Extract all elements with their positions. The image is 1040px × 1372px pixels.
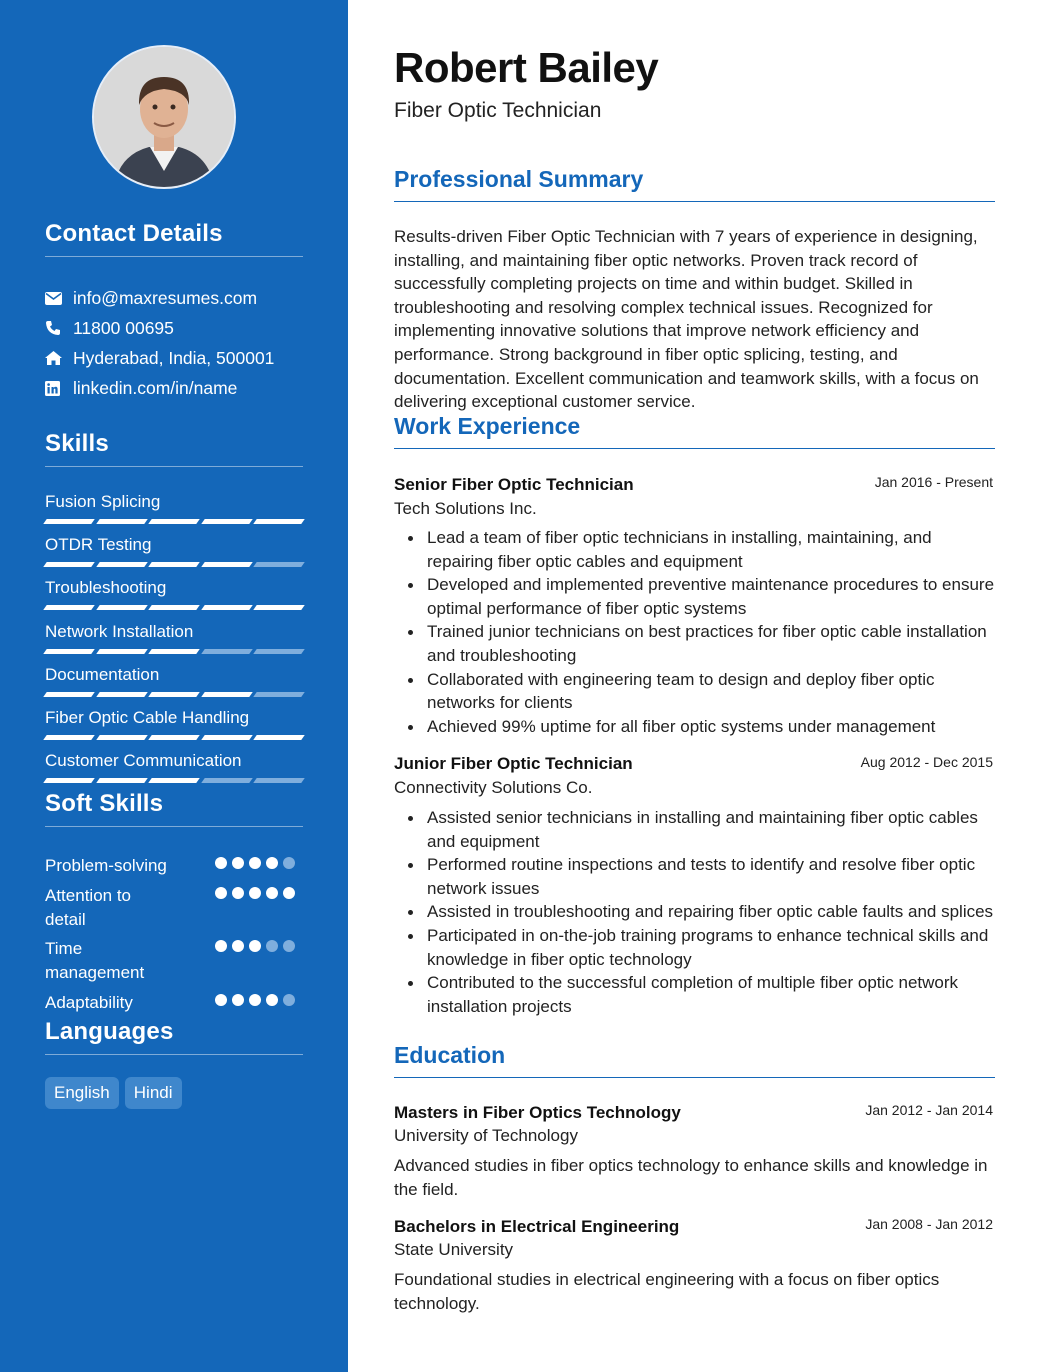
degree-description: Advanced studies in fiber optics technology to enhance skills and knowledge in the field. — [394, 1156, 988, 1199]
rating-dot — [215, 940, 227, 952]
list-item: Trained junior technicians on best practices for fiber optic cable installation and troubleshooting — [394, 620, 995, 667]
skill-level-segment — [254, 735, 305, 740]
contact-phone-text: 11800 00695 — [73, 317, 174, 338]
skill-level-segment — [148, 562, 199, 567]
skill-level-segment — [254, 692, 305, 697]
list-item: Collaborated with engineering team to design and deploy fiber optic networks for clients — [394, 668, 995, 715]
list-item: Assisted senior technicians in installing and maintaining fiber optic cables and equipment — [394, 806, 995, 853]
rating-dot — [283, 887, 295, 899]
skill-level-segment — [201, 562, 252, 567]
skill-level-segment — [254, 519, 305, 524]
summary-text: Results-driven Fiber Optic Technician with 7 years of experience in designing, installing, and maintaining fiber optic networks. Proven track record of successfully completing projects on time and within budget. Skilled in troubleshooting and resolving complex technical issues. Recognized for implementing innovative solutions that improve network efficiency and performance. Strong background in fiber optic splicing, testing, and documentation. Excellent communication and teamwork skills, with a focus on delivering exceptional customer service. — [394, 227, 979, 412]
skill-level-bars — [45, 562, 303, 567]
rating-dot — [249, 940, 261, 952]
skill-level-segment — [148, 735, 199, 740]
job-bullets — [394, 806, 995, 1018]
rating-dot — [232, 994, 244, 1006]
list-item: Participated in on-the-job training programs to enhance technical skills and knowledge in fiber optic technology — [394, 924, 995, 971]
skill-level-bars — [45, 649, 303, 654]
skill-name: OTDR Testing — [45, 535, 152, 555]
job-title: Senior Fiber Optic Technician — [394, 475, 634, 494]
skill-level-segment — [96, 562, 147, 567]
soft-skill-rating — [215, 994, 295, 1006]
contact-heading: Contact Details — [45, 220, 303, 257]
skills-section — [45, 430, 303, 771]
soft-skill-rating — [215, 887, 295, 899]
skill-level-segment — [96, 605, 147, 610]
soft-skill-name: Problem-solving — [45, 856, 167, 875]
degree-school: State University — [394, 1240, 514, 1259]
skill-item — [45, 707, 303, 740]
summary-heading: Professional Summary — [394, 166, 995, 202]
skill-name: Fusion Splicing — [45, 492, 161, 511]
language-chip: Hindi — [125, 1077, 182, 1109]
skill-level-segment — [43, 605, 94, 610]
contact-address — [45, 343, 303, 373]
skill-item — [45, 664, 303, 697]
skill-level-segment — [148, 649, 199, 654]
contact-email-text: info@maxresumes.com — [73, 287, 258, 308]
skill-level-segment — [201, 735, 252, 740]
contact-email[interactable] — [45, 283, 303, 313]
person-title: Fiber Optic Technician — [394, 99, 602, 122]
contact-section — [45, 220, 303, 403]
skill-item — [45, 750, 303, 783]
skill-level-segment — [43, 519, 94, 524]
degree-title: Masters in Fiber Optics Technology — [394, 1103, 681, 1122]
skill-level-segment — [43, 562, 94, 567]
skill-level-segment — [43, 692, 94, 697]
rating-dot — [215, 857, 227, 869]
list-item: Performed routine inspections and tests to identify and resolve fiber optic network issues — [394, 853, 995, 900]
experience-heading: Work Experience — [394, 413, 995, 449]
skill-level-segment — [148, 692, 199, 697]
education-heading: Education — [394, 1042, 995, 1078]
skill-level-segment — [96, 649, 147, 654]
skill-level-segment — [254, 778, 305, 783]
job-company: Connectivity Solutions Co. — [394, 778, 593, 797]
skill-level-segment — [96, 778, 147, 783]
rating-dot — [266, 857, 278, 869]
skill-name: Troubleshooting — [45, 578, 167, 598]
rating-dot — [249, 887, 261, 899]
skill-level-bars — [45, 778, 303, 783]
profile-photo — [92, 45, 236, 189]
job-bullets — [394, 526, 995, 738]
skill-level-segment — [254, 649, 305, 654]
soft-skill-rating — [215, 940, 295, 952]
degree-school: University of Technology — [394, 1126, 578, 1145]
contact-linkedin[interactable] — [45, 373, 303, 403]
skill-level-segment — [148, 519, 199, 524]
skill-level-segment — [201, 649, 252, 654]
skill-level-segment — [254, 562, 305, 567]
sidebar — [0, 0, 348, 1372]
contact-linkedin-text: linkedin.com/in/name — [73, 377, 238, 398]
list-item: Achieved 99% uptime for all fiber optic systems under management — [394, 715, 995, 739]
list-item: Contributed to the successful completion of multiple fiber optic network installation projects — [394, 971, 995, 1018]
degree-dates: Jan 2008 - Jan 2012 — [865, 1216, 993, 1232]
skill-level-segment — [96, 735, 147, 740]
rating-dot — [266, 940, 278, 952]
skill-level-bars — [45, 519, 303, 524]
skill-level-segment — [96, 692, 147, 697]
contact-address-text: Hyderabad, India, 500001 — [73, 347, 275, 368]
skill-level-segment — [43, 649, 94, 654]
rating-dot — [215, 994, 227, 1006]
skill-item — [45, 621, 303, 654]
job-dates: Aug 2012 - Dec 2015 — [860, 754, 993, 770]
soft-skills-heading: Soft Skills — [45, 790, 303, 827]
rating-dot — [266, 994, 278, 1006]
rating-dot — [232, 887, 244, 899]
skill-name: Documentation — [45, 664, 160, 684]
rating-dot — [232, 940, 244, 952]
skill-level-bars — [45, 692, 303, 697]
skill-item — [45, 491, 303, 524]
skill-level-segment — [201, 519, 252, 524]
soft-skill-name: Attention to detail — [45, 886, 132, 929]
language-chip: English — [45, 1077, 119, 1109]
linkedin-icon — [45, 381, 73, 396]
rating-dot — [249, 994, 261, 1006]
skill-item — [45, 577, 303, 610]
rating-dot — [283, 994, 295, 1006]
person-name: Robert Bailey — [394, 44, 659, 91]
soft-skill-name: Time management — [45, 939, 145, 982]
avatar-illustration — [94, 47, 234, 187]
skill-level-segment — [96, 519, 147, 524]
languages-section — [45, 1018, 303, 1109]
job-dates: Jan 2016 - Present — [874, 474, 993, 490]
job-company: Tech Solutions Inc. — [394, 499, 537, 518]
rating-dot — [249, 857, 261, 869]
skill-level-segment — [201, 605, 252, 610]
job-title: Junior Fiber Optic Technician — [394, 754, 633, 773]
rating-dot — [215, 887, 227, 899]
degree-title: Bachelors in Electrical Engineering — [394, 1217, 680, 1236]
skill-level-segment — [148, 778, 199, 783]
envelope-icon — [45, 292, 73, 305]
contact-phone[interactable] — [45, 313, 303, 343]
skill-name: Network Installation — [45, 621, 194, 641]
skill-level-segment — [43, 735, 94, 740]
skill-level-segment — [43, 778, 94, 783]
rating-dot — [266, 887, 278, 899]
rating-dot — [283, 857, 295, 869]
soft-skills-section — [45, 790, 303, 1012]
skill-level-segment — [254, 605, 305, 610]
list-item: Lead a team of fiber optic technicians in installing, maintaining, and repairing fiber optic cables and equipment — [394, 526, 995, 573]
soft-skill-name: Adaptability — [45, 993, 133, 1012]
phone-icon — [45, 320, 73, 336]
skill-name: Fiber Optic Cable Handling — [45, 708, 250, 727]
degree-description: Foundational studies in electrical engineering with a focus on fiber optics technology. — [394, 1270, 940, 1313]
skill-level-segment — [148, 605, 199, 610]
home-icon — [45, 351, 73, 365]
list-item: Developed and implemented preventive maintenance procedures to ensure optimal performance of fiber optic systems — [394, 573, 995, 620]
skills-heading: Skills — [45, 430, 303, 467]
degree-dates: Jan 2012 - Jan 2014 — [865, 1102, 993, 1118]
rating-dot — [283, 940, 295, 952]
skill-item — [45, 534, 303, 567]
skill-name: Customer Communication — [45, 751, 242, 771]
languages-heading: Languages — [45, 1018, 303, 1055]
rating-dot — [232, 857, 244, 869]
skill-level-segment — [201, 692, 252, 697]
skill-level-bars — [45, 735, 303, 740]
soft-skill-rating — [215, 857, 295, 869]
skill-level-bars — [45, 605, 303, 610]
list-item: Assisted in troubleshooting and repairing fiber optic cable faults and splices — [394, 900, 995, 924]
skill-level-segment — [201, 778, 252, 783]
